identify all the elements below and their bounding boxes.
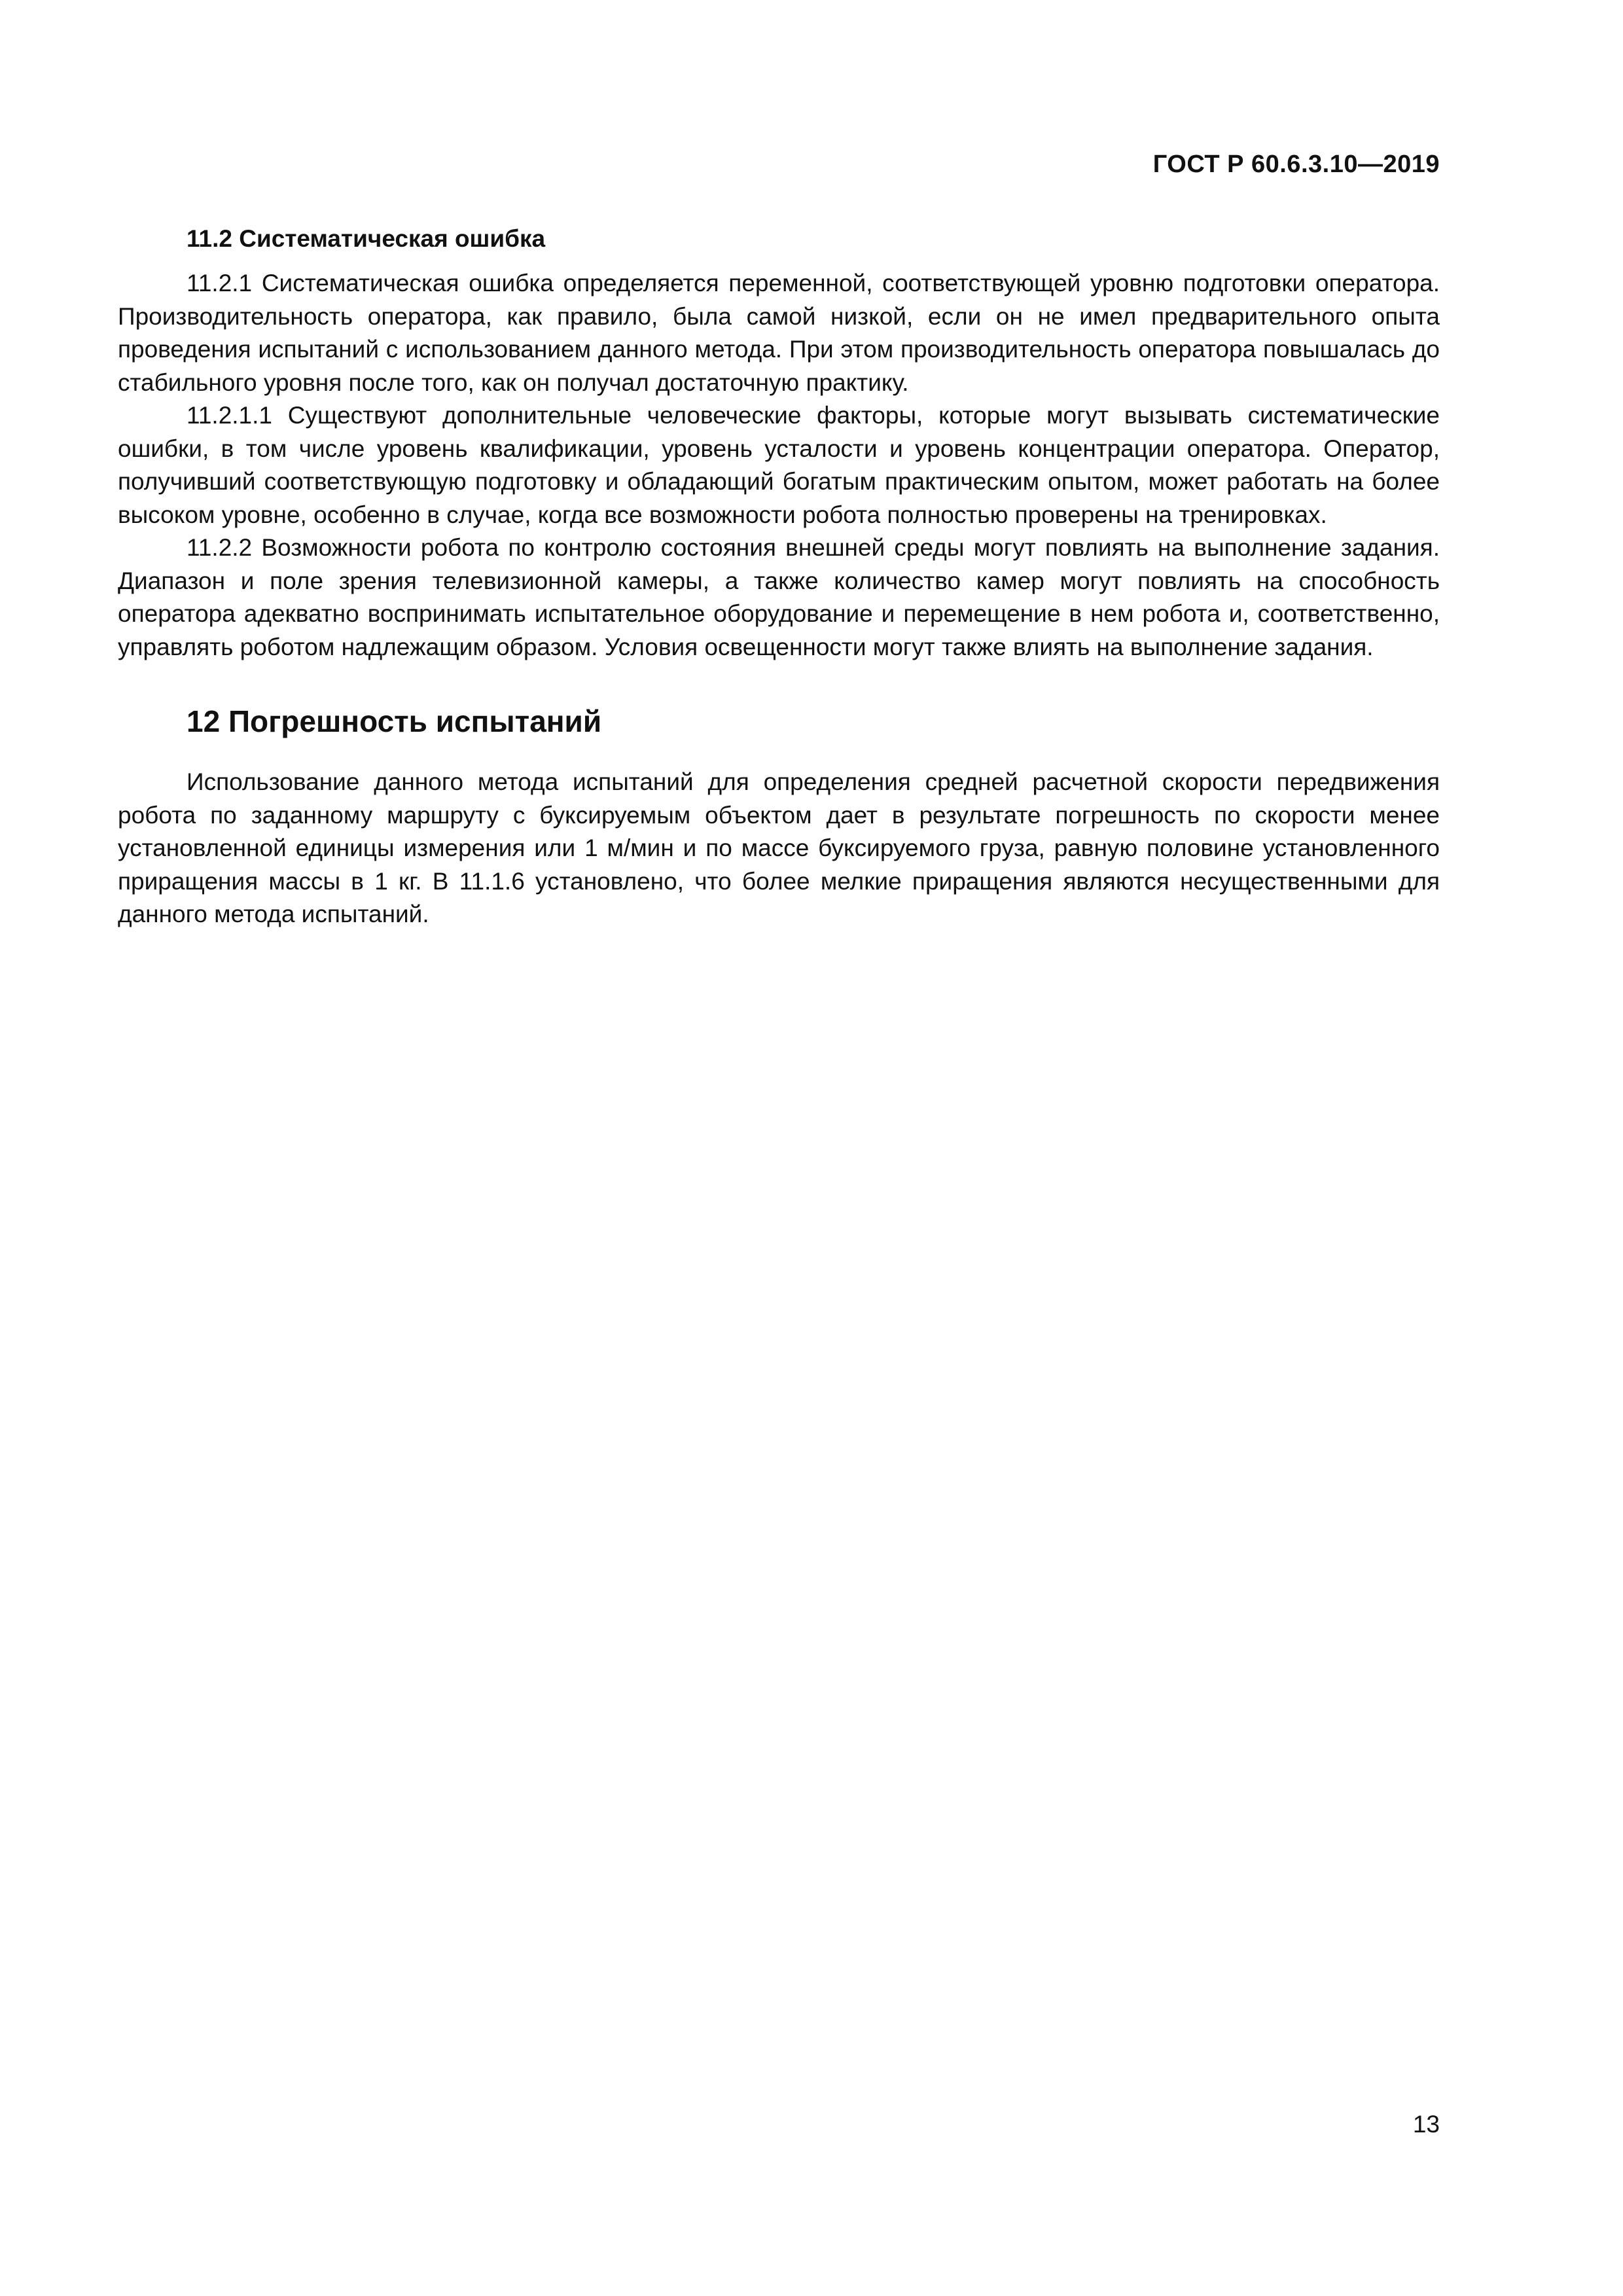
paragraph-11-2-1-1: 11.2.1.1 Существуют дополнительные человеческие факторы, которые могут вызывать систематические ошибки, в том числе уровень квалификации, уровень усталости и уровень концентрации оператора. Оператор, получивший соответствующую подготовку и обладающий богатым практическим опытом, может работать на более высоком уровне, особенно в случае, когда все возможности робота полностью проверены на тренировках.: [118, 402, 1440, 528]
subsection-title-11-2: 11.2 Систематическая ошибка: [187, 225, 546, 252]
paragraph-11-2-2: 11.2.2 Возможности робота по контролю состояния внешней среды могут повлиять на выполнение задания. Диапазон и поле зрения телевизионной камеры, а также количество камер могут повлиять на способность оператора адекватно воспринимать испытательное оборудование и перемещение в нем робота и, соответственно, управлять роботом надлежащим образом. Условия освещенности могут также влиять на выполнение задания.: [118, 534, 1440, 660]
section-title-12: 12 Погрешность испытаний: [187, 704, 602, 738]
paragraph-12: Использование данного метода испытаний для определения средней расчетной скорости передвижения робота по заданному маршруту с буксируемым объектом дает в результате погрешность по скорости менее установленной единицы измерения или 1 м/мин и по массе буксируемого груза, равную половине установленного приращения массы в 1 кг. В 11.1.6 установлено, что более мелкие приращения являются несущественными для данного метода испытаний.: [118, 768, 1440, 927]
page-content: [118, 223, 1440, 931]
paragraph-11-2-1: 11.2.1 Систематическая ошибка определяется переменной, соответствующей уровню подготовки оператора. Производительность оператора, как правило, была самой низкой, если он не имел предварительного опыта проведения испытаний с использованием данного метода. При этом производительность оператора повышалась до стабильного уровня после того, как он получал достаточную практику.: [118, 270, 1440, 396]
document-code: ГОСТ Р 60.6.3.10—2019: [1152, 151, 1440, 178]
page-number: 13: [1412, 2111, 1440, 2138]
